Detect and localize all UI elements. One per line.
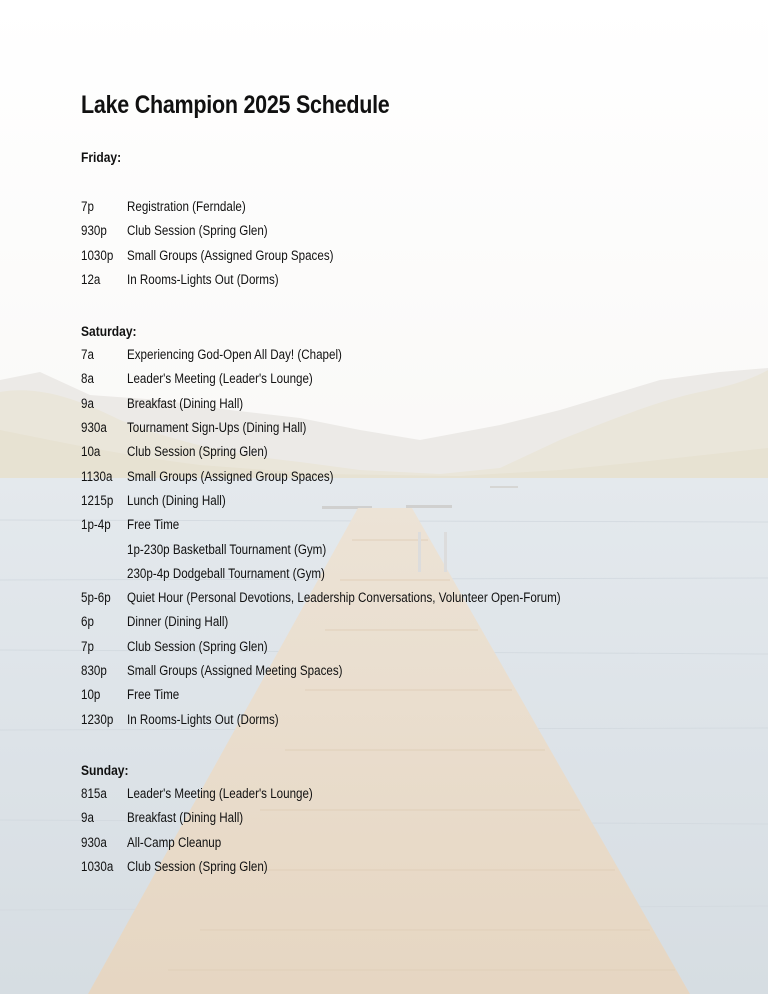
event: 1p-230p Basketball Tournament (Gym)	[127, 541, 327, 557]
event: In Rooms-Lights Out (Dorms)	[127, 271, 279, 287]
time: 930a	[81, 834, 107, 850]
schedule-row	[81, 268, 748, 292]
time: 8a	[81, 371, 94, 387]
schedule-row	[81, 440, 748, 464]
event: Free Time	[127, 517, 180, 533]
day-section-saturday	[81, 319, 748, 732]
schedule-row	[81, 367, 748, 391]
time: 1030a	[81, 858, 114, 874]
time: 1130a	[81, 468, 113, 484]
schedule-subrow	[81, 562, 748, 586]
schedule-row	[81, 782, 748, 806]
time: 930a	[81, 420, 107, 436]
time: 9a	[81, 395, 94, 411]
time: 9a	[81, 810, 94, 826]
schedule-row	[81, 610, 748, 634]
schedule-row	[81, 683, 748, 707]
event: Dinner (Dining Hall)	[127, 614, 229, 630]
time: 7a	[81, 347, 94, 363]
event: Leader's Meeting (Leader's Lounge)	[127, 785, 313, 801]
time: 5p-6p	[81, 590, 111, 606]
event: Tournament Sign-Ups (Dining Hall)	[127, 420, 307, 436]
schedule-subrow	[81, 538, 748, 562]
time: 830p	[81, 663, 107, 679]
event: Experiencing God-Open All Day! (Chapel)	[127, 347, 342, 363]
time: 12a	[81, 271, 101, 287]
schedule-row	[81, 831, 748, 855]
schedule-row	[81, 489, 748, 513]
day-heading: Saturday:	[81, 323, 137, 340]
schedule-row	[81, 513, 748, 537]
schedule-row	[81, 806, 748, 830]
event: Free Time	[127, 687, 180, 703]
event: Small Groups (Assigned Meeting Spaces)	[127, 663, 343, 679]
schedule-row	[81, 244, 748, 268]
day-section-friday	[81, 145, 748, 292]
schedule-row	[81, 855, 748, 879]
time: 6p	[81, 614, 94, 630]
event: Club Session (Spring Glen)	[127, 444, 268, 460]
event: Small Groups (Assigned Group Spaces)	[127, 468, 334, 484]
event: Leader's Meeting (Leader's Lounge)	[127, 371, 313, 387]
day-heading: Sunday:	[81, 761, 129, 778]
time: 1230p	[81, 711, 114, 727]
event: Club Session (Spring Glen)	[127, 858, 268, 874]
time: 1030p	[81, 247, 114, 263]
event: Club Session (Spring Glen)	[127, 638, 268, 654]
schedule-row	[81, 659, 748, 683]
schedule-document	[81, 88, 748, 879]
schedule-row	[81, 635, 748, 659]
event: Club Session (Spring Glen)	[127, 223, 268, 239]
event: Breakfast (Dining Hall)	[127, 395, 244, 411]
schedule-row	[81, 416, 748, 440]
event: Lunch (Dining Hall)	[127, 492, 226, 508]
time: 10p	[81, 687, 101, 703]
schedule-row	[81, 392, 748, 416]
schedule-row	[81, 708, 748, 732]
event: Registration (Ferndale)	[127, 199, 246, 214]
event: 230p-4p Dodgeball Tournament (Gym)	[127, 565, 325, 581]
time: 10a	[81, 444, 101, 460]
event: Quiet Hour (Personal Devotions, Leadership Conversations, Volunteer Open-Forum)	[127, 590, 561, 606]
schedule-row	[81, 343, 748, 367]
time: 7p	[81, 638, 94, 654]
day-section-sunday	[81, 758, 748, 879]
time: 1p-4p	[81, 517, 111, 533]
day-heading: Friday:	[81, 149, 122, 165]
time: 7p	[81, 199, 94, 214]
event: In Rooms-Lights Out (Dorms)	[127, 711, 279, 727]
schedule-row	[81, 195, 748, 219]
event: All-Camp Cleanup	[127, 834, 222, 850]
time: 815a	[81, 785, 107, 801]
event: Breakfast (Dining Hall)	[127, 810, 244, 826]
schedule-row	[81, 219, 748, 243]
time: 1215p	[81, 492, 114, 508]
event: Small Groups (Assigned Group Spaces)	[127, 247, 334, 263]
page-title: Lake Champion 2025 Schedule	[81, 91, 390, 119]
schedule-row	[81, 586, 748, 610]
time: 930p	[81, 223, 107, 239]
schedule-row	[81, 465, 748, 489]
